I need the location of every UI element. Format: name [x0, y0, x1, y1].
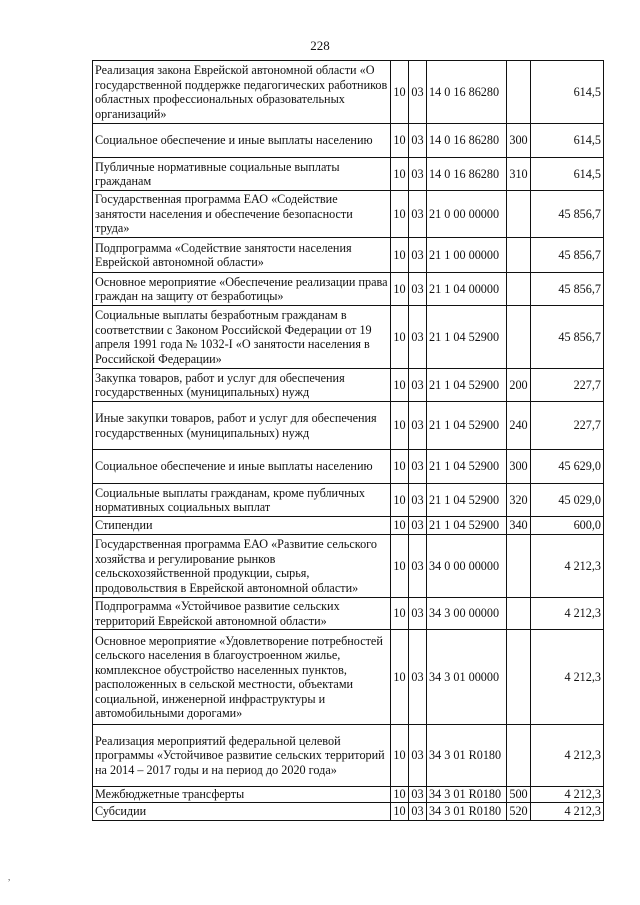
section-code-cell: 10	[391, 238, 409, 273]
row-name-cell: Государственная программа ЕАО «Содействие занятости населения и обеспечение безопасности труда»	[93, 191, 391, 238]
section-code-cell: 10	[391, 124, 409, 158]
section-code-cell: 10	[391, 484, 409, 517]
table-row	[93, 238, 604, 273]
amount-cell: 227,7	[531, 402, 604, 450]
section-code-cell: 10	[391, 450, 409, 484]
row-name-cell: Стипендии	[93, 517, 391, 535]
amount-cell: 45 856,7	[531, 306, 604, 369]
expense-type-cell: 310	[507, 158, 531, 191]
amount-cell: 4 212,3	[531, 630, 604, 725]
table-row	[93, 803, 604, 821]
row-name-cell: Закупка товаров, работ и услуг для обеспечения государственных (муниципальных) нужд	[93, 369, 391, 402]
subsection-code-cell: 03	[409, 535, 427, 598]
table-row	[93, 61, 604, 124]
subsection-code-cell: 03	[409, 484, 427, 517]
target-article-cell: 14 0 16 86280	[427, 158, 507, 191]
expense-type-cell	[507, 598, 531, 630]
row-name-cell: Публичные нормативные социальные выплаты гражданам	[93, 158, 391, 191]
scan-mark: ,	[8, 872, 11, 882]
budget-table-body	[93, 61, 604, 821]
subsection-code-cell: 03	[409, 61, 427, 124]
amount-cell: 227,7	[531, 369, 604, 402]
table-row	[93, 517, 604, 535]
amount-cell: 614,5	[531, 61, 604, 124]
section-code-cell: 10	[391, 803, 409, 821]
target-article-cell: 21 1 04 52900	[427, 369, 507, 402]
expense-type-cell: 240	[507, 402, 531, 450]
table-row	[93, 124, 604, 158]
section-code-cell: 10	[391, 306, 409, 369]
expense-type-cell	[507, 273, 531, 306]
table-row	[93, 450, 604, 484]
table-row	[93, 402, 604, 450]
amount-cell: 4 212,3	[531, 598, 604, 630]
subsection-code-cell: 03	[409, 598, 427, 630]
row-name-cell: Реализация мероприятий федеральной целевой программы «Устойчивое развитие сельских территорий на 2014 – 2017 годы и на период до 2020 года»	[93, 725, 391, 787]
target-article-cell: 14 0 16 86280	[427, 61, 507, 124]
target-article-cell: 14 0 16 86280	[427, 124, 507, 158]
table-row	[93, 306, 604, 369]
expense-type-cell: 300	[507, 124, 531, 158]
target-article-cell: 21 1 00 00000	[427, 238, 507, 273]
row-name-cell: Субсидии	[93, 803, 391, 821]
section-code-cell: 10	[391, 598, 409, 630]
row-name-cell: Социальные выплаты безработным гражданам в соответствии с Законом Российской Федерации от 19 апреля 1991 года № 1032-I «О занятости населения в Российской Федерации»	[93, 306, 391, 369]
expense-type-cell	[507, 61, 531, 124]
amount-cell: 4 212,3	[531, 803, 604, 821]
section-code-cell: 10	[391, 158, 409, 191]
subsection-code-cell: 03	[409, 306, 427, 369]
amount-cell: 45 856,7	[531, 238, 604, 273]
expense-type-cell	[507, 191, 531, 238]
table-row	[93, 191, 604, 238]
expense-type-cell: 300	[507, 450, 531, 484]
row-name-cell: Социальные выплаты гражданам, кроме публичных нормативных социальных выплат	[93, 484, 391, 517]
section-code-cell: 10	[391, 630, 409, 725]
expense-type-cell	[507, 238, 531, 273]
amount-cell: 4 212,3	[531, 535, 604, 598]
row-name-cell: Основное мероприятие «Обеспечение реализации права граждан на защиту от безработицы»	[93, 273, 391, 306]
subsection-code-cell: 03	[409, 402, 427, 450]
target-article-cell: 21 1 04 52900	[427, 484, 507, 517]
subsection-code-cell: 03	[409, 725, 427, 787]
table-row	[93, 369, 604, 402]
budget-table	[92, 60, 604, 821]
target-article-cell: 34 3 01 R0180	[427, 787, 507, 803]
amount-cell: 4 212,3	[531, 787, 604, 803]
expense-type-cell: 340	[507, 517, 531, 535]
section-code-cell: 10	[391, 725, 409, 787]
row-name-cell: Межбюджетные трансферты	[93, 787, 391, 803]
target-article-cell: 34 3 01 00000	[427, 630, 507, 725]
target-article-cell: 21 1 04 00000	[427, 273, 507, 306]
section-code-cell: 10	[391, 369, 409, 402]
section-code-cell: 10	[391, 402, 409, 450]
row-name-cell: Подпрограмма «Устойчивое развитие сельских территорий Еврейской автономной области»	[93, 598, 391, 630]
subsection-code-cell: 03	[409, 517, 427, 535]
amount-cell: 45 029,0	[531, 484, 604, 517]
table-row	[93, 598, 604, 630]
row-name-cell: Подпрограмма «Содействие занятости населения Еврейской автономной области»	[93, 238, 391, 273]
row-name-cell: Иные закупки товаров, работ и услуг для обеспечения государственных (муниципальных) нужд	[93, 402, 391, 450]
table-row	[93, 725, 604, 787]
section-code-cell: 10	[391, 273, 409, 306]
subsection-code-cell: 03	[409, 787, 427, 803]
row-name-cell: Государственная программа ЕАО «Развитие сельского хозяйства и регулирование рынков сельскохозяйственной продукции, сырья, продовольствия в Еврейской автономной области»	[93, 535, 391, 598]
expense-type-cell	[507, 535, 531, 598]
expense-type-cell	[507, 306, 531, 369]
subsection-code-cell: 03	[409, 369, 427, 402]
section-code-cell: 10	[391, 61, 409, 124]
target-article-cell: 21 0 00 00000	[427, 191, 507, 238]
subsection-code-cell: 03	[409, 630, 427, 725]
expense-type-cell: 500	[507, 787, 531, 803]
target-article-cell: 21 1 04 52900	[427, 402, 507, 450]
amount-cell: 45 629,0	[531, 450, 604, 484]
subsection-code-cell: 03	[409, 273, 427, 306]
section-code-cell: 10	[391, 517, 409, 535]
row-name-cell: Основное мероприятие «Удовлетворение потребностей сельского населения в благоустроенном жилье, комплексное обустройство населенных пунктов, расположенных в сельской местности, объектами социальной, инженерной инфраструктуры и автомобильными дорогами»	[93, 630, 391, 725]
subsection-code-cell: 03	[409, 238, 427, 273]
amount-cell: 614,5	[531, 158, 604, 191]
amount-cell: 4 212,3	[531, 725, 604, 787]
expense-type-cell: 200	[507, 369, 531, 402]
section-code-cell: 10	[391, 191, 409, 238]
amount-cell: 45 856,7	[531, 191, 604, 238]
subsection-code-cell: 03	[409, 450, 427, 484]
expense-type-cell	[507, 630, 531, 725]
table-row	[93, 787, 604, 803]
row-name-cell: Социальное обеспечение и иные выплаты населению	[93, 124, 391, 158]
expense-type-cell: 520	[507, 803, 531, 821]
table-row	[93, 535, 604, 598]
section-code-cell: 10	[391, 535, 409, 598]
target-article-cell: 21 1 04 52900	[427, 306, 507, 369]
table-row	[93, 273, 604, 306]
amount-cell: 45 856,7	[531, 273, 604, 306]
table-row	[93, 158, 604, 191]
target-article-cell: 34 3 00 00000	[427, 598, 507, 630]
target-article-cell: 34 3 01 R0180	[427, 725, 507, 787]
amount-cell: 614,5	[531, 124, 604, 158]
expense-type-cell: 320	[507, 484, 531, 517]
table-row	[93, 630, 604, 725]
expense-type-cell	[507, 725, 531, 787]
page-number: 228	[310, 38, 330, 53]
subsection-code-cell: 03	[409, 803, 427, 821]
target-article-cell: 21 1 04 52900	[427, 450, 507, 484]
amount-cell: 600,0	[531, 517, 604, 535]
row-name-cell: Социальное обеспечение и иные выплаты населению	[93, 450, 391, 484]
section-code-cell: 10	[391, 787, 409, 803]
target-article-cell: 34 3 01 R0180	[427, 803, 507, 821]
target-article-cell: 34 0 00 00000	[427, 535, 507, 598]
row-name-cell: Реализация закона Еврейской автономной области «О государственной поддержке педагогических работников областных профессиональных образовательных организаций»	[93, 61, 391, 124]
subsection-code-cell: 03	[409, 158, 427, 191]
table-row	[93, 484, 604, 517]
subsection-code-cell: 03	[409, 191, 427, 238]
subsection-code-cell: 03	[409, 124, 427, 158]
target-article-cell: 21 1 04 52900	[427, 517, 507, 535]
